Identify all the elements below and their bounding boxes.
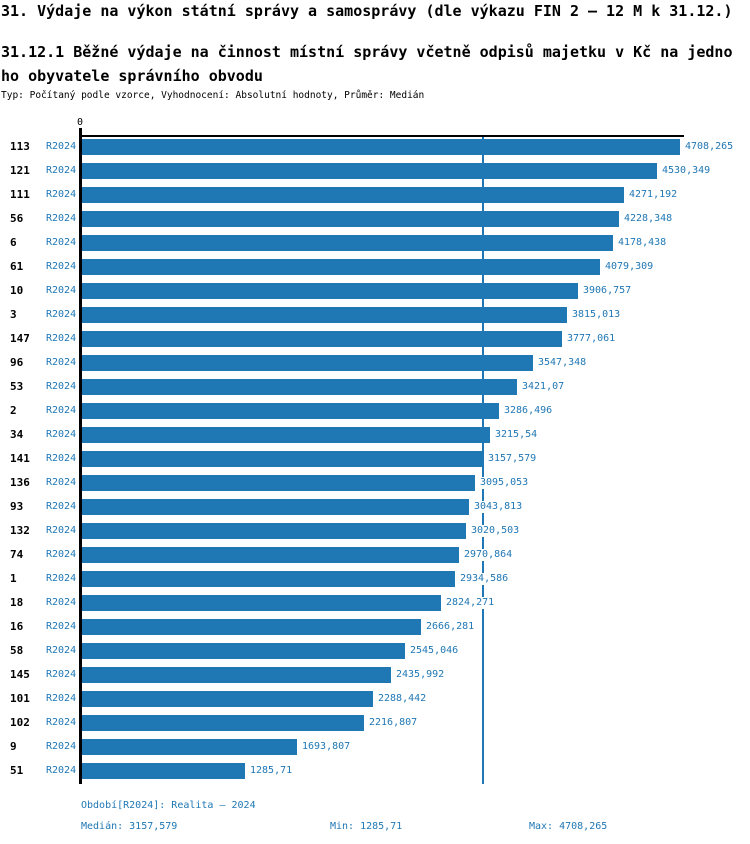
bar <box>82 163 657 179</box>
bar-value-label: 2216,807 <box>369 717 418 728</box>
bar-value-label: 3777,061 <box>567 333 616 344</box>
row-category-label: 132 <box>10 524 30 537</box>
bar-value-label: 4708,265 <box>685 141 734 152</box>
row-series-label: R2024 <box>46 237 77 248</box>
bar <box>82 187 624 203</box>
bar-value-label: 2545,046 <box>410 645 459 656</box>
report-meta: Typ: Počítaný podle vzorce, Vyhodnocení: Absolutní hodnoty, Průměr: Medián <box>1 90 425 101</box>
row-series-label: R2024 <box>46 717 77 728</box>
row-series-label: R2024 <box>46 309 77 320</box>
bar-value-label: 3215,54 <box>495 429 538 440</box>
bar <box>82 283 578 299</box>
row-series-label: R2024 <box>46 189 77 200</box>
bar <box>82 547 459 563</box>
bar <box>82 715 364 731</box>
bar <box>82 235 613 251</box>
row-series-label: R2024 <box>46 357 77 368</box>
row-series-label: R2024 <box>46 693 77 704</box>
bar-value-label: 1693,807 <box>302 741 351 752</box>
bar-value-label: 3043,813 <box>474 501 523 512</box>
bar <box>82 523 466 539</box>
bar-value-label: 2435,992 <box>396 669 445 680</box>
row-category-label: 101 <box>10 692 30 705</box>
bar <box>82 571 455 587</box>
footer-median: Medián: 3157,579 <box>81 821 178 832</box>
bar-value-label: 4271,192 <box>629 189 678 200</box>
bar <box>82 763 245 779</box>
bar-value-label: 2970,864 <box>464 549 513 560</box>
bar <box>82 139 680 155</box>
bar <box>82 691 373 707</box>
bar <box>82 379 517 395</box>
bar <box>82 595 441 611</box>
row-series-label: R2024 <box>46 645 77 656</box>
row-series-label: R2024 <box>46 213 77 224</box>
row-category-label: 56 <box>10 212 24 225</box>
row-series-label: R2024 <box>46 285 77 296</box>
row-series-label: R2024 <box>46 765 77 776</box>
row-category-label: 145 <box>10 668 30 681</box>
row-series-label: R2024 <box>46 669 77 680</box>
row-series-label: R2024 <box>46 549 77 560</box>
footer-max: Max: 4708,265 <box>529 821 608 832</box>
row-series-label: R2024 <box>46 741 77 752</box>
bar-value-label: 3421,07 <box>522 381 565 392</box>
row-category-label: 147 <box>10 332 30 345</box>
bar <box>82 619 421 635</box>
row-series-label: R2024 <box>46 165 77 176</box>
y-axis-line <box>79 128 82 784</box>
row-category-label: 113 <box>10 140 30 153</box>
bar-value-label: 3906,757 <box>583 285 632 296</box>
row-category-label: 102 <box>10 716 30 729</box>
row-category-label: 9 <box>10 740 17 753</box>
row-category-label: 96 <box>10 356 24 369</box>
bar-value-label: 2934,586 <box>460 573 509 584</box>
bar-value-label: 3095,053 <box>480 477 529 488</box>
bar-value-label: 3157,579 <box>488 453 537 464</box>
bar-value-label: 4228,348 <box>624 213 673 224</box>
bar <box>82 739 297 755</box>
bar <box>82 211 619 227</box>
row-series-label: R2024 <box>46 477 77 488</box>
row-series-label: R2024 <box>46 333 77 344</box>
bar-value-label: 1285,71 <box>250 765 293 776</box>
bar <box>82 307 567 323</box>
row-category-label: 121 <box>10 164 30 177</box>
report-subtitle-line1: 31.12.1 Běžné výdaje na činnost místní správy včetně odpisů majetku v Kč na jedno <box>1 43 733 61</box>
bar-value-label: 4079,309 <box>605 261 654 272</box>
row-category-label: 3 <box>10 308 17 321</box>
row-category-label: 53 <box>10 380 24 393</box>
row-series-label: R2024 <box>46 405 77 416</box>
bar <box>82 451 483 467</box>
bar <box>82 331 562 347</box>
bar-value-label: 3020,503 <box>471 525 520 536</box>
row-category-label: 16 <box>10 620 24 633</box>
bar-value-label: 4530,349 <box>662 165 711 176</box>
row-category-label: 34 <box>10 428 24 441</box>
bar-value-label: 3815,013 <box>572 309 621 320</box>
bar-value-label: 2824,271 <box>446 597 495 608</box>
bar-value-label: 4178,438 <box>618 237 667 248</box>
row-category-label: 2 <box>10 404 17 417</box>
bar <box>82 475 475 491</box>
bar <box>82 355 533 371</box>
row-category-label: 10 <box>10 284 24 297</box>
row-series-label: R2024 <box>46 381 77 392</box>
bar <box>82 667 391 683</box>
x-axis-line <box>79 135 684 137</box>
footer-period: Období[R2024]: Realita – 2024 <box>81 800 256 811</box>
bar-value-label: 3286,496 <box>504 405 553 416</box>
row-series-label: R2024 <box>46 141 77 152</box>
bar-value-label: 2288,442 <box>378 693 427 704</box>
row-category-label: 93 <box>10 500 24 513</box>
row-category-label: 6 <box>10 236 17 249</box>
bar <box>82 499 469 515</box>
bar <box>82 427 490 443</box>
row-series-label: R2024 <box>46 573 77 584</box>
row-category-label: 141 <box>10 452 30 465</box>
bar <box>82 643 405 659</box>
row-series-label: R2024 <box>46 621 77 632</box>
row-category-label: 136 <box>10 476 30 489</box>
bar <box>82 259 600 275</box>
row-series-label: R2024 <box>46 501 77 512</box>
row-category-label: 111 <box>10 188 30 201</box>
row-series-label: R2024 <box>46 429 77 440</box>
row-category-label: 61 <box>10 260 24 273</box>
x-axis-zero-label: 0 <box>76 117 84 128</box>
row-category-label: 58 <box>10 644 24 657</box>
bar-value-label: 2666,281 <box>426 621 475 632</box>
row-series-label: R2024 <box>46 597 77 608</box>
bar <box>82 403 499 419</box>
footer-min: Min: 1285,71 <box>330 821 403 832</box>
row-series-label: R2024 <box>46 453 77 464</box>
row-category-label: 18 <box>10 596 24 609</box>
report-subtitle-line2: ho obyvatele správního obvodu <box>1 67 263 85</box>
row-category-label: 51 <box>10 764 24 777</box>
row-category-label: 74 <box>10 548 24 561</box>
row-series-label: R2024 <box>46 525 77 536</box>
report-title: 31. Výdaje na výkon státní správy a samosprávy (dle výkazu FIN 2 – 12 M k 31.12.) <box>1 2 733 20</box>
row-series-label: R2024 <box>46 261 77 272</box>
row-category-label: 1 <box>10 572 17 585</box>
bar-value-label: 3547,348 <box>538 357 587 368</box>
